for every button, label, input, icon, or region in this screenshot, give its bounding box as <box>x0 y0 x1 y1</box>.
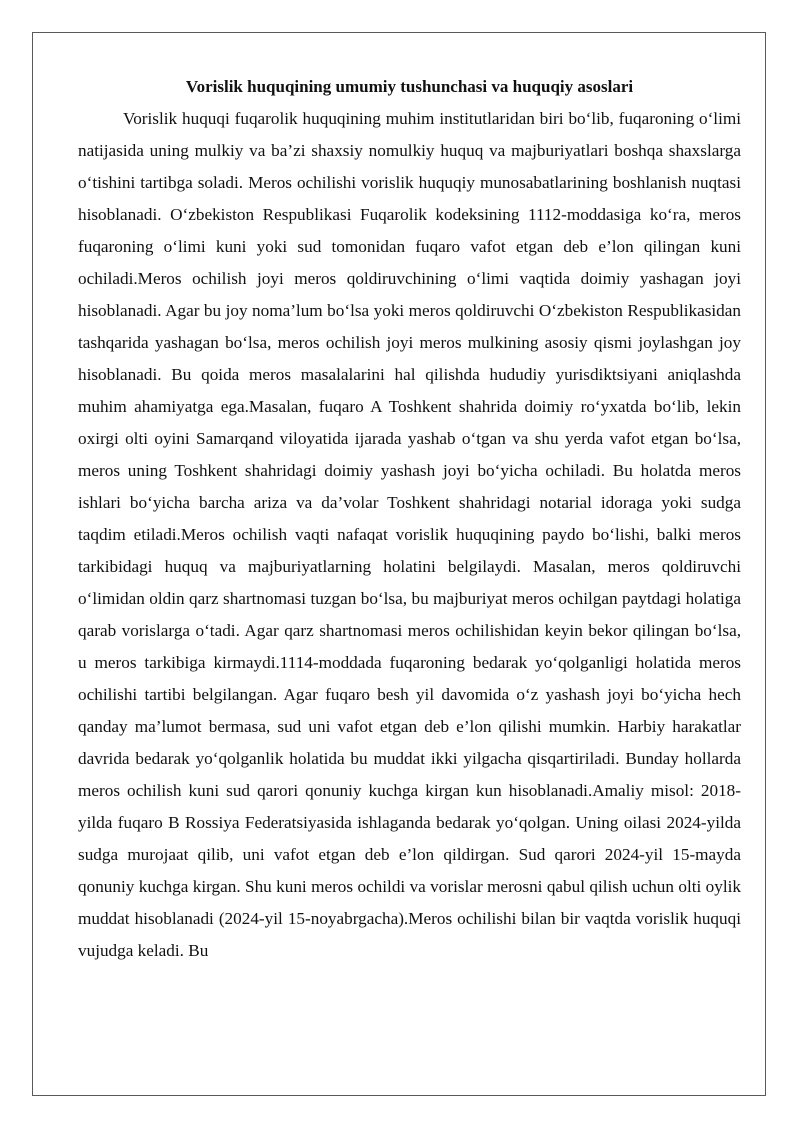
document-title: Vorislik huquqining umumiy tushunchasi va huquqiy asoslari <box>185 77 634 96</box>
page-content <box>78 70 741 967</box>
body-paragraph: Vorislik huquqi fuqarolik huquqining muhim institutlaridan biri bo‘lib, fuqaroning o‘limi natijasida uning mulkiy va ba’zi shaxsiy nomulkiy huquq va majburiyatlari boshqa shaxslarga o‘tishini tartibga soladi. Meros ochilishi vorislik huquqiy munosabatlarining boshlanish nuqtasi hisoblanadi. O‘zbekiston Respublikasi Fuqarolik kodeksining 1112-moddasiga ko‘ra, meros fuqaroning o‘limi kuni yoki sud tomonidan fuqaro vafot etgan deb e’lon qilingan kuni ochiladi.Meros ochilish joyi meros qoldiruvchining o‘limi vaqtida doimiy yashagan joyi hisoblanadi. Agar bu joy noma’lum bo‘lsa yoki meros qoldiruvchi O‘zbekiston Respublikasidan tashqarida yashagan bo‘lsa, meros ochilish joyi meros mulkining asosiy qismi joylashgan joy hisoblanadi. Bu qoida meros masalalarini hal qilishda hududiy yurisdiktsiyani aniqlashda muhim ahamiyatga ega.Masalan, fuqaro A Toshkent shahrida doimiy ro‘yxatda bo‘lib, lekin oxirgi olti oyini Samarqand viloyatida ijarada yashab o‘tgan va shu yerda vafot etgan bo‘lsa, meros uning Toshkent shahridagi doimiy yashash joyi bo‘yicha ochiladi. Bu holatda meros ishlari bo‘yicha barcha ariza va da’volar Toshkent shahridagi notarial idoraga yoki sudga taqdim etiladi.Meros ochilish vaqti nafaqat vorislik huquqining paydo bo‘lishi, balki meros tarkibidagi huquq va majburiyatlarning holatini belgilaydi. Masalan, meros qoldiruvchi o‘limidan oldin qarz shartnomasi tuzgan bo‘lsa, bu majburiyat meros ochilgan paytdagi holatiga qarab vorislarga o‘tadi. Agar qarz shartnomasi meros ochilishidan keyin bekor qilingan bo‘lsa, u meros tarkibiga kirmaydi.1114-moddada fuqaroning bedarak yo‘qolganligi holatida meros ochilishi tartibi belgilangan. Agar fuqaro besh yil davomida o‘z yashash joyi bo‘yicha hech qanday ma’lumot bermasa, sud uni vafot etgan deb e’lon qilishi mumkin. Harbiy harakatlar davrida bedarak yo‘qolganlik holatida bu muddat ikki yilgacha qisqartiriladi. Bunday hollarda meros ochilish kuni sud qarori qonuniy kuchga kirgan kun hisoblanadi.Amaliy misol: 2018-yilda fuqaro B Rossiya Federatsiyasida ishlaganda bedarak yo‘qolgan. Uning oilasi 2024-yilda sudga murojaat qilib, uni vafot etgan deb e’lon qildirgan. Sud qarori 2024-yil 15-mayda qonuniy kuchga kirgan. Shu kuni meros ochildi va vorislar merosni qabul qilish uchun olti oylik muddat hisoblanadi (2024-yil 15-noyabrgacha).Meros ochilishi bilan bir vaqtda vorislik huquqi vujudga keladi. Bu <box>78 109 741 960</box>
